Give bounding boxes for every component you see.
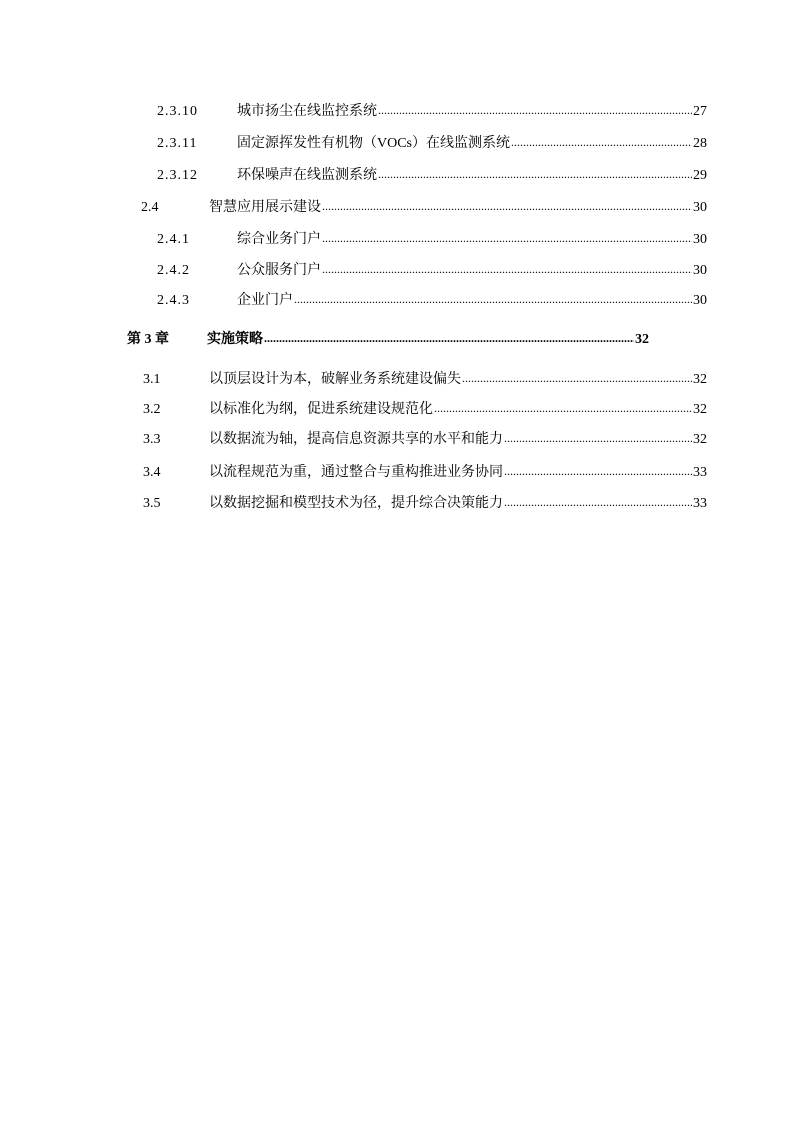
- toc-entry-number: 2.3.12: [157, 168, 198, 183]
- toc-dot-leader: [322, 229, 692, 248]
- toc-entry-number: 3.5: [143, 496, 161, 511]
- toc-entry-title: 固定源挥发性有机物（VOCs）在线监测系统: [237, 136, 511, 151]
- toc-dot-leader: [504, 429, 692, 448]
- toc-chapter-3[interactable]: [127, 330, 649, 349]
- toc-entry-number: 2.3.11: [157, 136, 198, 151]
- toc-entry-number: 2.3.10: [157, 104, 198, 119]
- toc-entry-page: 27: [693, 104, 707, 119]
- toc-dot-leader: [434, 399, 692, 418]
- toc-entry-page: 29: [693, 168, 707, 183]
- toc-entry-2-4-2[interactable]: [157, 261, 707, 280]
- toc-entry-number: 2.4.3: [157, 293, 190, 308]
- toc-entry-2-4-1[interactable]: [157, 230, 707, 249]
- toc-entry-title: 以流程规范为重，通过整合与重构推进业务协同: [209, 465, 503, 480]
- toc-dot-leader: [511, 133, 692, 152]
- toc-dot-leader: [504, 462, 692, 481]
- toc-dot-leader: [504, 493, 692, 512]
- toc-entry-title: 智慧应用展示建设: [209, 200, 321, 215]
- toc-dot-leader: [264, 329, 634, 348]
- toc-dot-leader: [378, 165, 692, 184]
- toc-entry-3-1[interactable]: [143, 370, 707, 389]
- toc-entry-number: 2.4: [141, 200, 159, 215]
- toc-entry-number: 2.4.2: [157, 263, 190, 278]
- toc-entry-title: 公众服务门户: [237, 263, 321, 278]
- toc-entry-title: 企业门户: [237, 293, 293, 308]
- toc-entry-title: 以顶层设计为本，破解业务系统建设偏失: [209, 372, 461, 387]
- toc-entry-title: 以数据挖掘和模型技术为径，提升综合决策能力: [209, 496, 503, 511]
- toc-entry-3-2[interactable]: [143, 400, 707, 419]
- toc-entry-number: 3.1: [143, 372, 161, 387]
- toc-entry-page: 32: [693, 372, 707, 387]
- toc-dot-leader: [322, 197, 692, 216]
- toc-dot-leader: [322, 260, 692, 279]
- toc-dot-leader: [294, 290, 692, 309]
- toc-entry-2-3-12[interactable]: [157, 166, 707, 185]
- toc-entry-page: 28: [693, 136, 707, 151]
- toc-entry-number: 3.3: [143, 432, 161, 447]
- toc-entry-2-4-3[interactable]: [157, 291, 707, 310]
- toc-entry-page: 32: [693, 402, 707, 417]
- toc-entry-number: 3.4: [143, 465, 161, 480]
- toc-entry-title: 以数据流为轴，提高信息资源共享的水平和能力: [209, 432, 503, 447]
- toc-chapter-number: 第 3 章: [127, 332, 169, 347]
- toc-entry-2-3-10[interactable]: [157, 102, 707, 121]
- toc-entry-page: 30: [693, 293, 707, 308]
- toc-dot-leader: [462, 369, 692, 388]
- toc-entry-number: 3.2: [143, 402, 161, 417]
- toc-chapter-title: 实施策略: [207, 332, 263, 347]
- toc-chapter-page: 32: [635, 332, 649, 347]
- toc-entry-2-3-11[interactable]: [157, 134, 707, 153]
- toc-entry-3-5[interactable]: [143, 494, 707, 513]
- toc-entry-title: 以标准化为纲，促进系统建设规范化: [209, 402, 433, 417]
- toc-entry-page: 33: [693, 465, 707, 480]
- toc-entry-page: 30: [693, 200, 707, 215]
- toc-entry-number: 2.4.1: [157, 232, 190, 247]
- toc-entry-title: 城市扬尘在线监控系统: [237, 104, 377, 119]
- toc-entry-title: 环保噪声在线监测系统: [237, 168, 377, 183]
- toc-dot-leader: [378, 101, 692, 120]
- toc-entry-page: 30: [693, 263, 707, 278]
- toc-entry-title: 综合业务门户: [237, 232, 321, 247]
- toc-entry-3-3[interactable]: [143, 430, 707, 449]
- toc-entry-page: 30: [693, 232, 707, 247]
- toc-entry-page: 33: [693, 496, 707, 511]
- toc-entry-3-4[interactable]: [143, 463, 707, 482]
- toc-entry-2-4[interactable]: [141, 198, 707, 217]
- toc-entry-page: 32: [693, 432, 707, 447]
